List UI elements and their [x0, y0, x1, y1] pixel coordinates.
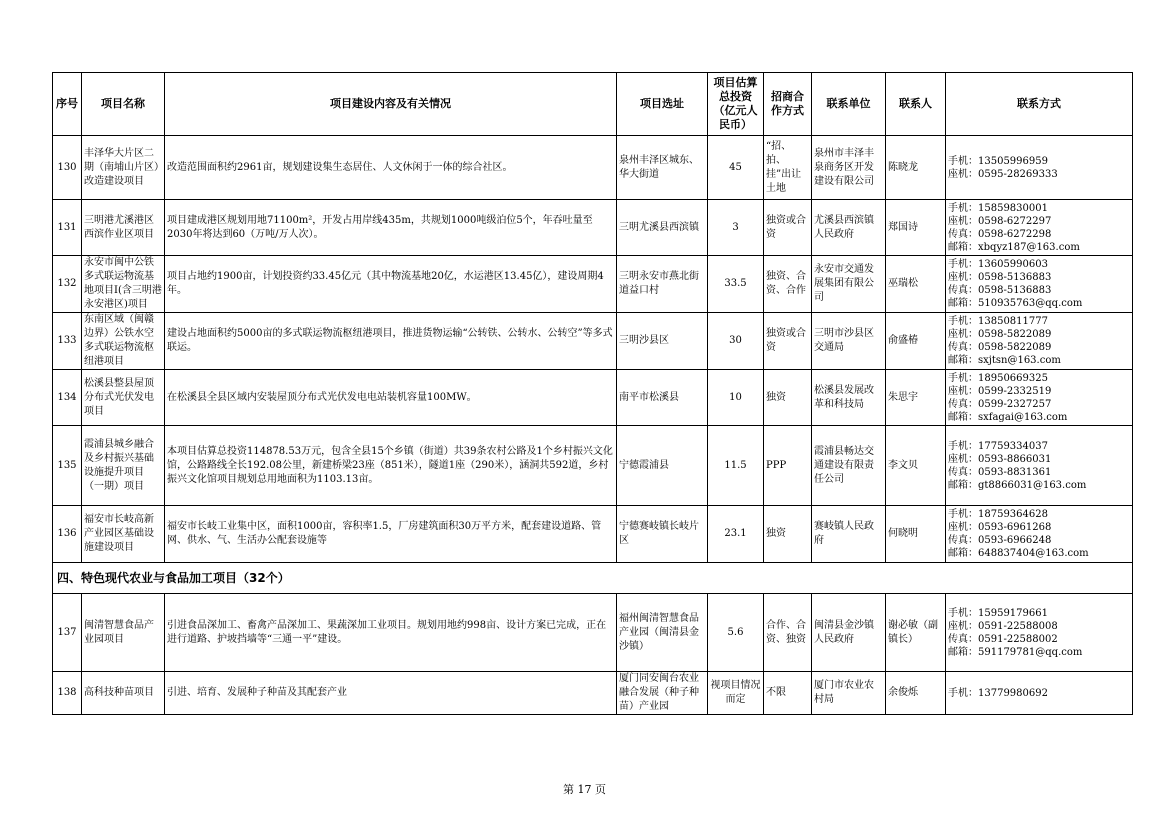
cell-method: 独资或合资	[764, 200, 812, 256]
contact-line: 邮箱：591179781@qq.com	[948, 646, 1083, 658]
cell-contact	[946, 136, 1133, 200]
cell-seq: 133	[53, 313, 82, 370]
cell-person: 俞盛椿	[886, 313, 946, 370]
cell-content: 在松溪县全县区域内安装屋顶分布式光伏发电电站装机容量100MW。	[165, 370, 617, 426]
cell-method: 合作、合资、独资	[764, 594, 812, 672]
header-person: 联系人	[886, 73, 946, 136]
cell-content: 引进、培育、发展种子种苗及其配套产业	[165, 672, 617, 715]
cell-person: 朱思宇	[886, 370, 946, 426]
contact-line: 手机：17759334037	[948, 440, 1048, 452]
header-content: 项目建设内容及有关情况	[165, 73, 617, 136]
cell-method: “招、拍、挂”出让土地	[764, 136, 812, 200]
section-title: 四、特色现代农业与食品加工项目（32个）	[53, 563, 1133, 594]
cell-contact	[946, 256, 1133, 313]
cell-location: 南平市松溪县	[617, 370, 708, 426]
cell-location: 泉州丰泽区城东、华大街道	[617, 136, 708, 200]
cell-location: 三明尤溪县西滨镇	[617, 200, 708, 256]
header-investment: 项目估算总投资（亿元人民币）	[708, 73, 764, 136]
cell-location: 福州闽清智慧食品产业园（闽清县金沙镇）	[617, 594, 708, 672]
header-name: 项目名称	[82, 73, 165, 136]
cell-investment: 45	[708, 136, 764, 200]
cell-method: PPP	[764, 426, 812, 506]
cell-investment: 30	[708, 313, 764, 370]
contact-line: 手机：15859830001	[948, 202, 1048, 214]
cell-investment: 5.6	[708, 594, 764, 672]
contact-line: 座机：0593-8866031	[948, 453, 1052, 465]
contact-line: 邮箱：xbqyz187@163.com	[948, 241, 1080, 253]
cell-investment: 23.1	[708, 506, 764, 563]
section-row	[53, 563, 1133, 594]
cell-project-name: 霞浦县城乡融合及乡村振兴基础设施提升项目（一期）项目	[82, 426, 165, 506]
cell-content: 改造范围面积约2961亩，规划建设集生态居住、人文休闲于一体的综合社区。	[165, 136, 617, 200]
cell-project-name: 福安市长岐高新产业园区基础设施建设项目	[82, 506, 165, 563]
contact-line: 座机：0595-28269333	[948, 168, 1058, 180]
contact-line: 手机：13605990603	[948, 259, 1048, 270]
contact-line: 邮箱：gt8866031@163.com	[948, 479, 1087, 491]
cell-investment: 33.5	[708, 256, 764, 313]
contact-line: 手机：18759364628	[948, 509, 1048, 520]
cell-location: 宁德霞浦县	[617, 426, 708, 506]
cell-location: 厦门同安闽台农业融合发展（种子种苗）产业园	[617, 672, 708, 715]
cell-contact	[946, 594, 1133, 672]
page-number: 第 17 页	[563, 783, 606, 796]
cell-contact	[946, 426, 1133, 506]
cell-investment: 视项目情况而定	[708, 672, 764, 715]
cell-person: 何晓明	[886, 506, 946, 563]
contact-line: 邮箱：510935763@qq.com	[948, 298, 1083, 309]
contact-line: 传真：0593-6966248	[948, 535, 1052, 546]
cell-unit: 三明市沙县区交通局	[812, 313, 886, 370]
cell-content: 项目建成港区规划用地71100m²，开发占用岸线435m，共规划1000吨级泊位5个，年吞吐量至2030年将达到60（万吨/万人次）。	[165, 200, 617, 256]
contact-line: 传真：0593-8831361	[948, 466, 1052, 478]
cell-investment: 11.5	[708, 426, 764, 506]
cell-person: 李文贝	[886, 426, 946, 506]
table-row	[53, 370, 1133, 426]
cell-seq: 137	[53, 594, 82, 672]
table-row	[53, 506, 1133, 563]
cell-content: 建设占地面积约5000亩的多式联运物流枢纽港项目，推进货物运输“公转铁、公转水、公转空”等多式联运。	[165, 313, 617, 370]
contact-line: 座机：0593-6961268	[948, 522, 1052, 533]
cell-unit: 霞浦县畅达交通建设有限责任公司	[812, 426, 886, 506]
contact-line: 邮箱：sxjtsn@163.com	[948, 355, 1061, 366]
contact-line: 座机：0591-22588008	[948, 620, 1058, 632]
cell-seq: 132	[53, 256, 82, 313]
cell-contact	[946, 672, 1133, 715]
contact-line: 传真：0598-6272298	[948, 228, 1052, 240]
contact-line: 座机：0598-6272297	[948, 215, 1052, 227]
cell-unit: 厦门市农业农村局	[812, 672, 886, 715]
table-row	[53, 313, 1133, 370]
cell-contact	[946, 200, 1133, 256]
header-row	[53, 73, 1133, 136]
table-row	[53, 256, 1133, 313]
cell-location: 三明沙县区	[617, 313, 708, 370]
cell-person: 谢必敏（副镇长）	[886, 594, 946, 672]
table-row	[53, 200, 1133, 256]
header-unit: 联系单位	[812, 73, 886, 136]
cell-content: 本项目估算总投资114878.53万元，包含全县15个乡镇（街道）共39条农村公路及1个乡村振兴文化馆，公路路线全长192.08公里，新建桥梁23座（851米），隧道1座（290米），涵洞共592道，乡村振兴文化馆项目规划总用地面积为1103.13亩。	[165, 426, 617, 506]
contact-line: 手机：13850811777	[948, 316, 1048, 327]
table-row	[53, 426, 1133, 506]
cell-person: 郑国诗	[886, 200, 946, 256]
cell-unit: 松溪县发展改革和科技局	[812, 370, 886, 426]
cell-location: 三明永安市燕北街道益口村	[617, 256, 708, 313]
cell-project-name: 松溪县整县屋顶分布式光伏发电项目	[82, 370, 165, 426]
cell-person: 陈晓龙	[886, 136, 946, 200]
header-contact: 联系方式	[946, 73, 1133, 136]
cell-project-name: 东南区域（闽赣边界）公铁水空多式联运物流枢纽港项目	[82, 313, 165, 370]
cell-project-name: 三明港尤溪港区西滨作业区项目	[82, 200, 165, 256]
cell-seq: 131	[53, 200, 82, 256]
cell-project-name: 丰泽华大片区二期（南埔山片区）改造建设项目	[82, 136, 165, 200]
cell-seq: 136	[53, 506, 82, 563]
cell-seq: 130	[53, 136, 82, 200]
table-row	[53, 594, 1133, 672]
cell-seq: 134	[53, 370, 82, 426]
project-table	[52, 72, 1133, 715]
cell-investment: 10	[708, 370, 764, 426]
cell-contact	[946, 506, 1133, 563]
cell-unit: 泉州市丰泽丰泉商务区开发建设有限公司	[812, 136, 886, 200]
cell-contact	[946, 370, 1133, 426]
contact-line: 座机：0598-5136883	[948, 272, 1052, 283]
contact-line: 邮箱：sxfagai@163.com	[948, 411, 1068, 423]
contact-line: 传真：0598-5822089	[948, 342, 1052, 353]
cell-person: 余俊烁	[886, 672, 946, 715]
cell-method: 独资、合资、合作	[764, 256, 812, 313]
contact-line: 手机：18950669325	[948, 372, 1048, 384]
table-row	[53, 136, 1133, 200]
contact-line: 传真：0599-2327257	[948, 398, 1052, 410]
header-location: 项目选址	[617, 73, 708, 136]
cell-unit: 赛岐镇人民政府	[812, 506, 886, 563]
header-seq: 序号	[53, 73, 82, 136]
cell-project-name: 永安市闽中公铁多式联运物流基地项目I(含三明港永安港区)项目	[82, 256, 165, 313]
contact-line: 座机：0599-2332519	[948, 385, 1052, 397]
contact-line: 邮箱：648837404@163.com	[948, 548, 1089, 559]
cell-content: 福安市长岐工业集中区，面积1000亩，容积率1.5，厂房建筑面积30万平方米，配套建设道路、管网、供水、气、生活办公配套设施等	[165, 506, 617, 563]
cell-method: 独资或合资	[764, 313, 812, 370]
contact-line: 传真：0598-5136883	[948, 285, 1052, 296]
contact-line: 手机：13505996959	[948, 155, 1048, 167]
cell-unit: 闽清县金沙镇人民政府	[812, 594, 886, 672]
cell-contact	[946, 313, 1133, 370]
cell-investment: 3	[708, 200, 764, 256]
cell-project-name: 高科技种苗项目	[82, 672, 165, 715]
contact-line: 座机：0598-5822089	[948, 329, 1052, 340]
cell-seq: 135	[53, 426, 82, 506]
cell-content: 项目占地约1900亩，计划投资约33.45亿元（其中物流基地20亿，水运港区13.45亿），建设周期4年。	[165, 256, 617, 313]
cell-unit: 永安市交通发展集团有限公司	[812, 256, 886, 313]
cell-person: 巫瑞松	[886, 256, 946, 313]
header-method: 招商合作方式	[764, 73, 812, 136]
contact-line: 手机：13779980692	[948, 687, 1048, 699]
cell-method: 独资	[764, 370, 812, 426]
cell-method: 独资	[764, 506, 812, 563]
cell-seq: 138	[53, 672, 82, 715]
cell-project-name: 闽清智慧食品产业园项目	[82, 594, 165, 672]
cell-content: 引进食品深加工、畜禽产品深加工、果蔬深加工业项目。规划用地约998亩、设计方案已完成，正在进行道路、护坡挡墙等“三通一平”建设。	[165, 594, 617, 672]
cell-method: 不限	[764, 672, 812, 715]
contact-line: 手机：15959179661	[948, 607, 1048, 619]
table-row	[53, 672, 1133, 715]
cell-unit: 尤溪县西滨镇人民政府	[812, 200, 886, 256]
cell-location: 宁德赛岐镇长岐片区	[617, 506, 708, 563]
contact-line: 传真：0591-22588002	[948, 633, 1058, 645]
